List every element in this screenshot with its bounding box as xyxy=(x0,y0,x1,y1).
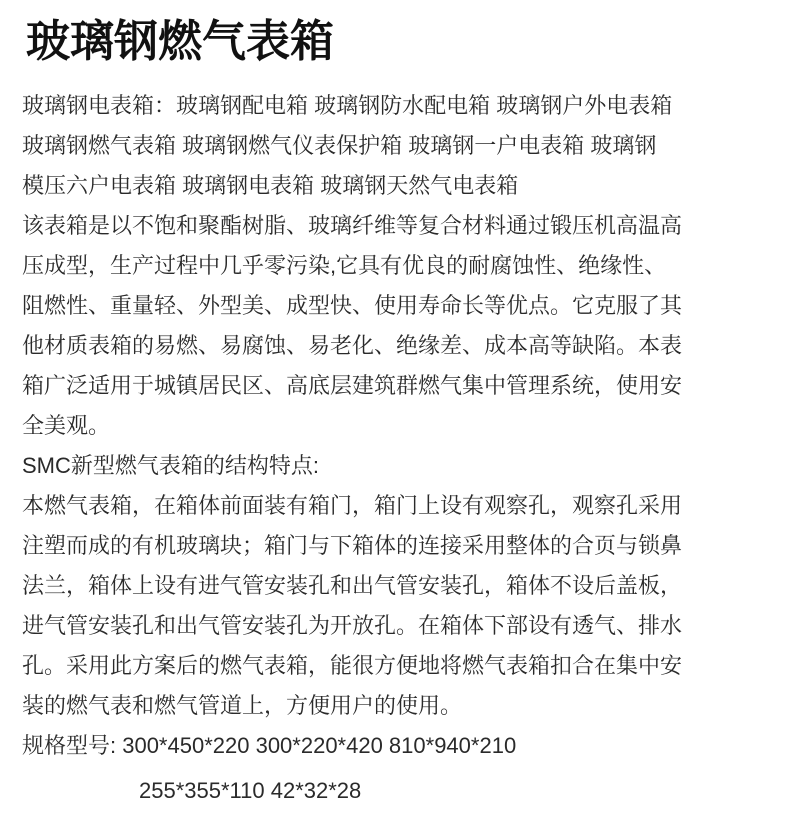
document-body xyxy=(22,86,682,812)
product-list-line: 模压六户电表箱 玻璃钢电表箱 玻璃钢天然气电表箱 xyxy=(22,173,519,198)
description-line: 阻燃性、重量轻、外型美、成型快、使用寿命长等优点。它克服了其 xyxy=(22,293,683,318)
description-line: 他材质表箱的易燃、易腐蚀、易老化、绝缘差、成本高等缺陷。本表 xyxy=(22,333,683,358)
description-line: 压成型，生产过程中几乎零污染,它具有优良的耐腐蚀性、绝缘性、 xyxy=(22,253,667,278)
structure-line: 孔。采用此方案后的燃气表箱，能很方便地将燃气表箱扣合在集中安 xyxy=(22,653,683,678)
description-line: 全美观。 xyxy=(22,413,111,438)
structure-line: 装的燃气表和燃气管道上，方便用户的使用。 xyxy=(22,693,463,718)
product-list-line: 玻璃钢电表箱：玻璃钢配电箱 玻璃钢防水配电箱 玻璃钢户外电表箱 xyxy=(22,93,673,118)
spec-line: 规格型号: 300*450*220 300*220*420 810*940*210 xyxy=(22,733,517,758)
section-heading: SMC新型燃气表箱的结构特点: xyxy=(22,453,320,478)
structure-line: 注塑而成的有机玻璃块；箱门与下箱体的连接采用整体的合页与锁鼻 xyxy=(22,533,683,558)
description-line: 箱广泛适用于城镇居民区、高底层建筑群燃气集中管理系统，使用安 xyxy=(22,373,683,398)
structure-line: 进气管安装孔和出气管安装孔为开放孔。在箱体下部设有透气、排水 xyxy=(22,613,683,638)
description-line: 该表箱是以不饱和聚酯树脂、玻璃纤维等复合材料通过锻压机高温高 xyxy=(22,213,683,238)
page-title: 玻璃钢燃气表箱 xyxy=(26,17,334,66)
product-list-line: 玻璃钢燃气表箱 玻璃钢燃气仪表保护箱 玻璃钢一户电表箱 玻璃钢 xyxy=(22,133,657,158)
structure-line: 本燃气表箱，在箱体前面装有箱门，箱门上设有观察孔，观察孔采用 xyxy=(22,493,683,518)
structure-line: 法兰，箱体上设有进气管安装孔和出气管安装孔，箱体不设后盖板， xyxy=(22,573,683,598)
spec-line-continued: 255*355*110 42*32*28 xyxy=(139,778,362,803)
